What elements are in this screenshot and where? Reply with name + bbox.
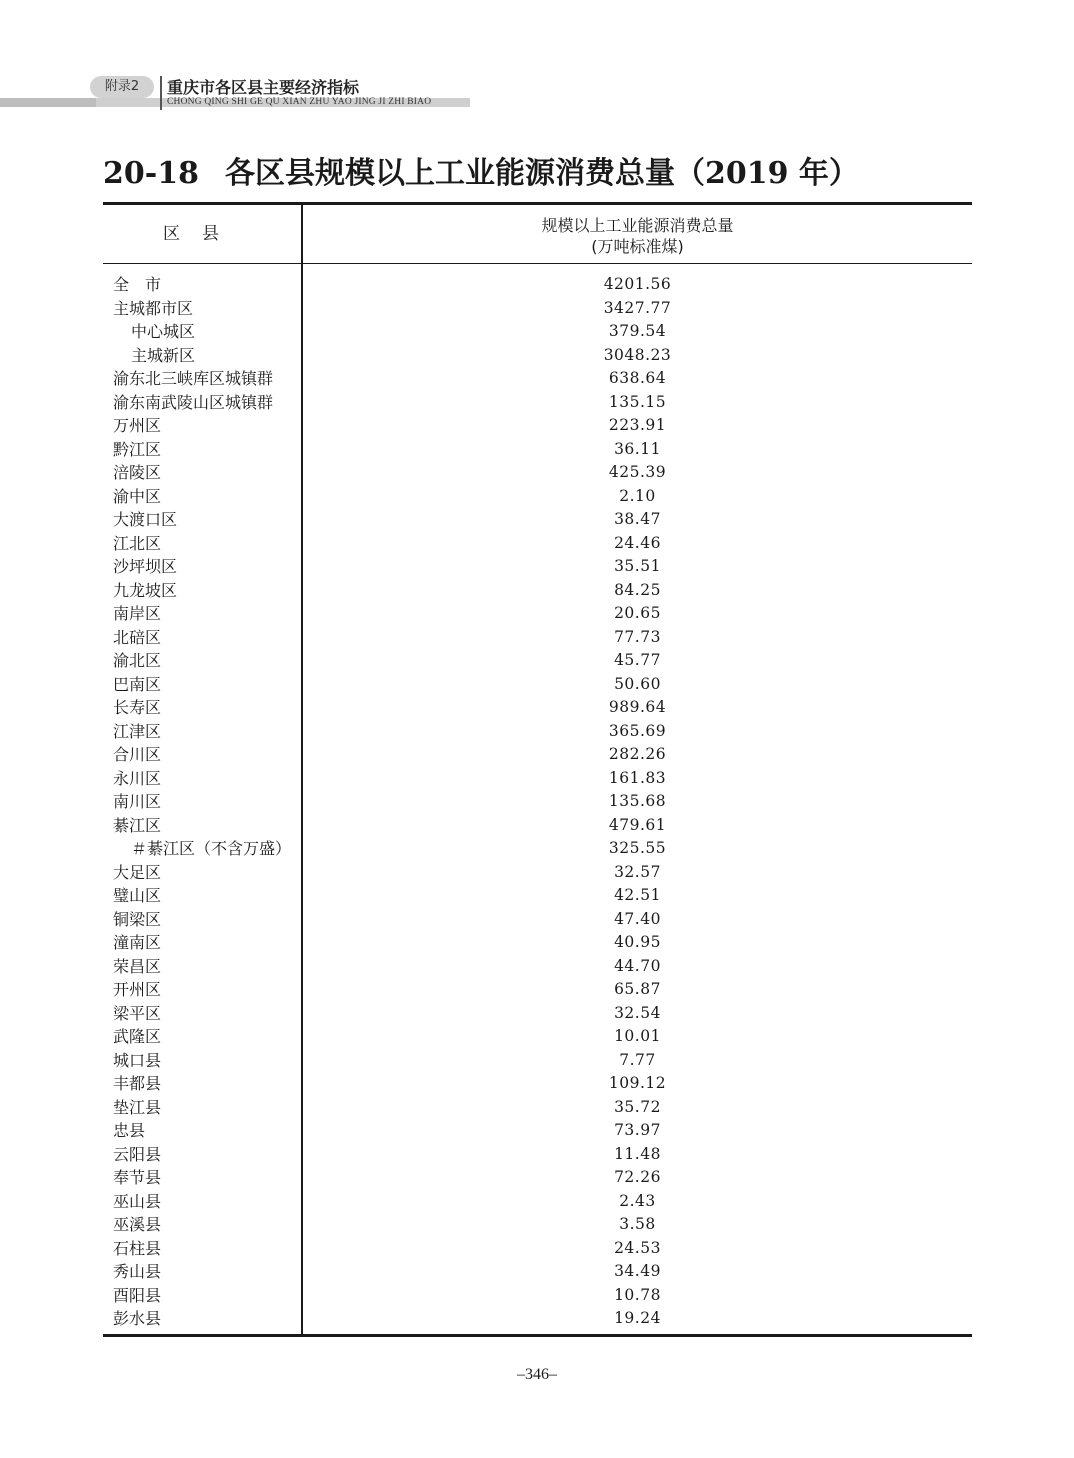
- energy-value: 40.95: [614, 933, 661, 951]
- district-name: 沙坪坝区: [113, 557, 178, 576]
- district-name: 彭水县: [113, 1309, 162, 1328]
- district-name: 渝东南武陵山区城镇群: [113, 392, 274, 412]
- energy-value: 32.57: [614, 862, 661, 881]
- table-row: [103, 414, 972, 438]
- table-row: [103, 978, 972, 1002]
- energy-value: 11.48: [614, 1144, 661, 1163]
- energy-value: 2.43: [619, 1191, 656, 1210]
- energy-value: 379.54: [608, 322, 667, 340]
- district-name: 长寿区: [113, 698, 162, 717]
- table-row: [103, 626, 972, 650]
- district-name: 云阳县: [113, 1144, 162, 1164]
- table-row: [103, 767, 972, 791]
- district-name: 南岸区: [113, 604, 162, 623]
- district-name: 渝北区: [113, 651, 162, 670]
- running-header-title: 重庆市各区县主要经济指标: [167, 78, 360, 97]
- table-row: [103, 532, 972, 556]
- table-row: [103, 837, 972, 861]
- district-name: 大足区: [113, 862, 162, 882]
- table-row: [103, 1025, 972, 1049]
- district-name: 梁平区: [113, 1003, 162, 1023]
- table-title: 各区县规模以上工业能源消费总量（2019 年）: [224, 156, 859, 191]
- table-row: [103, 955, 972, 979]
- energy-value: 24.46: [614, 533, 661, 552]
- district-name: 万州区: [113, 416, 162, 435]
- district-name: 綦江区: [113, 815, 162, 835]
- table-row: [103, 1143, 972, 1167]
- running-header-subtitle: CHONG QING SHI GE QU XIAN ZHU YAO JING JI ZHI BIAO: [167, 97, 432, 107]
- energy-value: 325.55: [608, 839, 667, 857]
- district-name: 潼南区: [113, 933, 162, 952]
- table-row: [103, 1002, 972, 1026]
- energy-value: 4201.56: [603, 275, 672, 293]
- table-row: [103, 649, 972, 673]
- energy-value: 65.87: [614, 980, 661, 998]
- energy-value: 10.78: [614, 1285, 661, 1304]
- energy-value: 989.64: [608, 698, 667, 716]
- table-row: [103, 508, 972, 532]
- energy-value: 3048.23: [603, 345, 672, 364]
- table-row: [103, 1260, 972, 1284]
- energy-value: 20.65: [614, 604, 661, 622]
- table-row: [103, 461, 972, 485]
- energy-value: 32.54: [614, 1003, 661, 1022]
- table-row: [103, 1213, 972, 1237]
- energy-value: 73.97: [614, 1121, 661, 1139]
- district-name: 荣昌区: [113, 956, 162, 976]
- energy-value: 38.47: [614, 510, 661, 528]
- energy-value: 19.24: [614, 1309, 661, 1327]
- district-name: 城口县: [113, 1050, 162, 1070]
- energy-value: 77.73: [614, 627, 661, 646]
- energy-value: 42.51: [614, 886, 661, 904]
- district-name: 南川区: [113, 792, 162, 811]
- table-row: [103, 579, 972, 603]
- header-separator: [160, 76, 162, 110]
- district-name: 巫溪县: [113, 1215, 162, 1234]
- table-row: [103, 1096, 972, 1120]
- district-name: 丰都县: [113, 1074, 162, 1093]
- table-row: [103, 1049, 972, 1073]
- table-row: [103, 1190, 972, 1214]
- district-name: 石柱县: [113, 1238, 162, 1258]
- table-row: [103, 1166, 972, 1190]
- table-row: [103, 673, 972, 697]
- energy-value: 44.70: [614, 956, 661, 975]
- table-row: [103, 320, 972, 344]
- district-name: 黔江区: [113, 439, 162, 459]
- district-name: 合川区: [113, 745, 162, 764]
- district-name: 秀山县: [113, 1262, 162, 1281]
- table-row: [103, 438, 972, 462]
- district-name: 江津区: [113, 721, 162, 741]
- energy-value: 50.60: [614, 674, 661, 693]
- energy-value: 223.91: [608, 416, 667, 434]
- district-name: 武隆区: [113, 1027, 162, 1046]
- column-header-district: 区县: [163, 224, 241, 244]
- energy-value: 365.69: [608, 721, 667, 740]
- district-name: 酉阳县: [113, 1285, 162, 1305]
- energy-value: 3.58: [619, 1215, 656, 1233]
- table-row: [103, 861, 972, 885]
- header-bar-accent: [0, 98, 96, 107]
- table-row: [103, 344, 972, 368]
- table-row: [103, 931, 972, 955]
- district-name: 忠县: [113, 1121, 146, 1140]
- energy-value: 35.51: [614, 557, 661, 575]
- page-title: [103, 148, 859, 192]
- district-name: 渝东北三峡库区城镇群: [113, 369, 274, 388]
- column-header-energy-unit: (万吨标准煤): [591, 237, 684, 256]
- energy-value: 135.15: [608, 392, 667, 411]
- district-name: 渝中区: [113, 486, 162, 506]
- table-row: [103, 367, 972, 391]
- table-row: [103, 908, 972, 932]
- district-name: 北碚区: [113, 627, 162, 647]
- table-row: [103, 1307, 972, 1331]
- running-header: [0, 74, 480, 114]
- table-row: [103, 696, 972, 720]
- table-row: [103, 884, 972, 908]
- energy-value: 47.40: [614, 909, 661, 928]
- district-name: 开州区: [113, 980, 162, 999]
- district-name: 主城都市区: [113, 298, 194, 318]
- district-name: 铜梁区: [113, 909, 162, 929]
- energy-value: 10.01: [614, 1027, 661, 1045]
- table-row: [103, 391, 972, 415]
- table-row: [103, 720, 972, 744]
- appendix-badge: 附录2: [90, 76, 154, 98]
- table-row: [103, 1237, 972, 1261]
- energy-value: 135.68: [608, 792, 667, 810]
- table-row: [103, 297, 972, 321]
- energy-value: 35.72: [614, 1097, 661, 1116]
- energy-value: 45.77: [614, 651, 661, 669]
- energy-value: 3427.77: [603, 298, 672, 317]
- energy-value: 161.83: [608, 768, 667, 787]
- energy-value: 2.10: [619, 486, 656, 505]
- district-name: 垫江县: [113, 1097, 162, 1117]
- table-row: [103, 1072, 972, 1096]
- page-number: –346–: [517, 1366, 557, 1383]
- district-name: 涪陵区: [113, 463, 162, 482]
- district-name: 巫山县: [113, 1191, 162, 1211]
- energy-value: 34.49: [614, 1262, 661, 1280]
- energy-value: 638.64: [608, 369, 667, 387]
- table-row: [103, 814, 972, 838]
- table-row: [103, 743, 972, 767]
- table-row: [103, 1284, 972, 1308]
- energy-value: 282.26: [608, 745, 667, 763]
- district-name: 中心城区: [131, 322, 196, 341]
- energy-value: 109.12: [608, 1074, 667, 1092]
- table-row: [103, 602, 972, 626]
- energy-value: 36.11: [614, 439, 661, 458]
- district-name: 璧山区: [113, 886, 162, 905]
- table-body: [103, 264, 972, 1336]
- energy-value: 24.53: [614, 1238, 661, 1257]
- table-header: [103, 205, 972, 264]
- data-table: [103, 202, 972, 1336]
- district-name: 九龙坡区: [113, 580, 178, 600]
- table-row: [103, 790, 972, 814]
- energy-value: 84.25: [614, 580, 661, 599]
- table-bottom-rule: [103, 1334, 972, 1337]
- column-header-energy-line1: 规模以上工业能源消费总量: [541, 216, 734, 235]
- table-row: [103, 273, 972, 297]
- energy-value: 479.61: [608, 815, 667, 834]
- district-name: 大渡口区: [113, 510, 178, 529]
- table-row: [103, 555, 972, 579]
- energy-value: 425.39: [608, 463, 667, 481]
- table-code: 20-18: [103, 156, 199, 191]
- column-header-energy: [303, 215, 972, 257]
- district-name: ＃綦江区（不含万盛）: [131, 839, 292, 858]
- district-name: 全 市: [113, 275, 162, 294]
- energy-value: 72.26: [614, 1168, 661, 1186]
- district-name: 江北区: [113, 533, 162, 553]
- energy-value: 7.77: [619, 1050, 656, 1069]
- district-name: 永川区: [113, 768, 162, 788]
- district-name: 主城新区: [131, 345, 196, 365]
- district-name: 奉节县: [113, 1168, 162, 1187]
- district-name: 巴南区: [113, 674, 162, 694]
- table-row: [103, 1119, 972, 1143]
- table-row: [103, 485, 972, 509]
